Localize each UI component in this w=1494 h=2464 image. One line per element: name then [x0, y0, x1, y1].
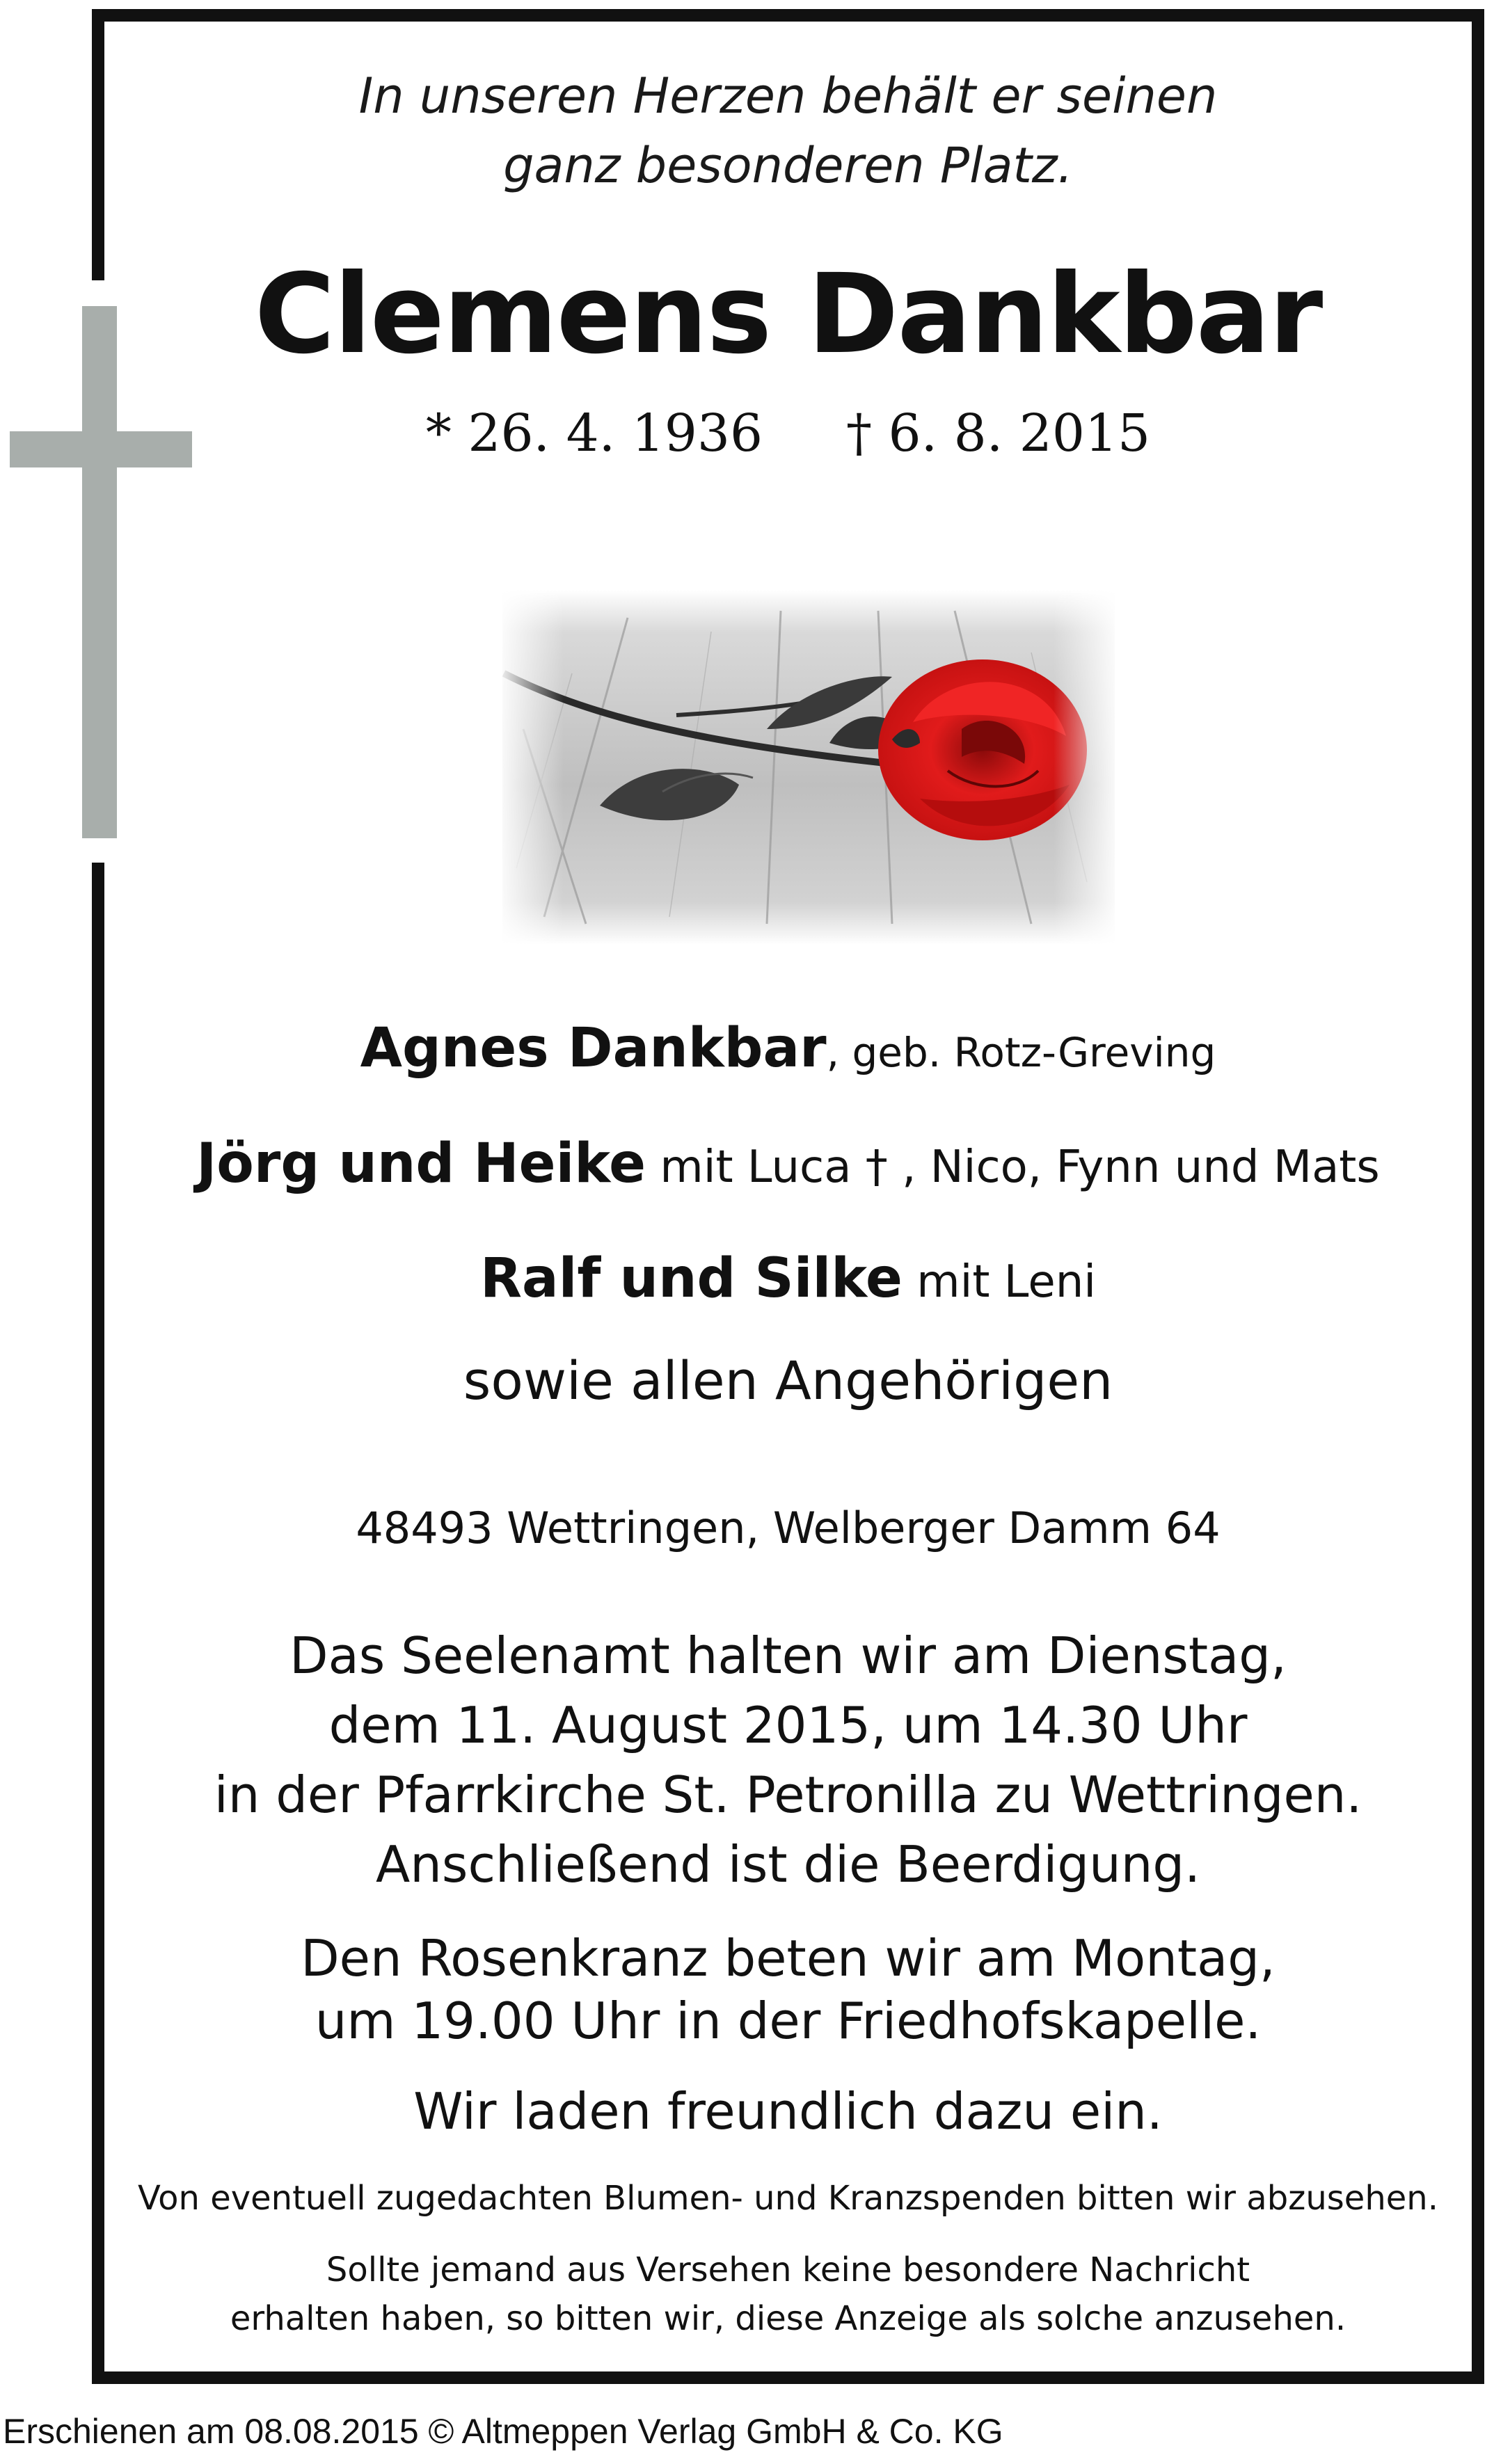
- notice-note-line-1: Sollte jemand aus Versehen keine besondere Nachricht: [326, 2250, 1250, 2289]
- couple-2-children: mit Leni: [902, 1256, 1097, 1308]
- widow-maiden-name: , geb. Rotz-Greving: [826, 1029, 1216, 1076]
- deceased-name: Clemens Dankbar: [254, 250, 1322, 378]
- rosary-line-1: Den Rosenkranz beten wir am Montag,: [301, 1929, 1276, 1987]
- couple-2-names: Ralf und Silke: [479, 1247, 903, 1310]
- motto-line-1: In unseren Herzen behält er seinen: [358, 67, 1218, 125]
- invitation-line: Wir laden freundlich dazu ein.: [413, 2082, 1163, 2141]
- notice-note-line-2: erhalten haben, so bitten wir, diese Anzeige als solche anzusehen.: [230, 2299, 1346, 2338]
- service-line-2: dem 11. August 2015, um 14.30 Uhr: [328, 1696, 1248, 1754]
- frame-bottom-border: [92, 2371, 1484, 2384]
- family-line-2: [104, 1247, 1472, 1310]
- widow-line: [104, 1017, 1472, 1080]
- service-line-3: in der Pfarrkirche St. Petronilla zu Wettringen.: [214, 1766, 1362, 1824]
- frame-right-border: [1472, 9, 1484, 2384]
- flowers-note: Von eventuell zugedachten Blumen- und Kranzspenden bitten wir abzusehen.: [138, 2179, 1438, 2218]
- death-date: † 6. 8. 2015: [846, 403, 1151, 463]
- couple-1-children: mit Luca † , Nico, Fynn und Mats: [646, 1142, 1380, 1193]
- widow-name: Agnes Dankbar: [360, 1017, 827, 1080]
- birth-date: * 26. 4. 1936: [425, 403, 763, 463]
- obituary-content-lower: [104, 0, 1472, 2371]
- motto-line-2: ganz besonderen Platz.: [503, 137, 1073, 194]
- service-line-4: Anschließend ist die Beerdigung.: [376, 1835, 1200, 1894]
- address: 48493 Wettringen, Welberger Damm 64: [356, 1503, 1221, 1553]
- couple-1-names: Jörg und Heike: [196, 1133, 646, 1195]
- rosary-line-2: um 19.00 Uhr in der Friedhofskapelle.: [315, 1992, 1262, 2050]
- service-line-1: Das Seelenamt halten wir am Dienstag,: [289, 1626, 1287, 1685]
- frame-left-border-lower: [92, 863, 104, 2384]
- relatives-line: sowie allen Angehörigen: [463, 1350, 1113, 1411]
- family-line-1: [104, 1133, 1472, 1195]
- publication-footer: Erschienen am 08.08.2015 © Altmeppen Verlag GmbH & Co. KG: [3, 2412, 1003, 2451]
- frame-left-border-upper: [92, 9, 104, 280]
